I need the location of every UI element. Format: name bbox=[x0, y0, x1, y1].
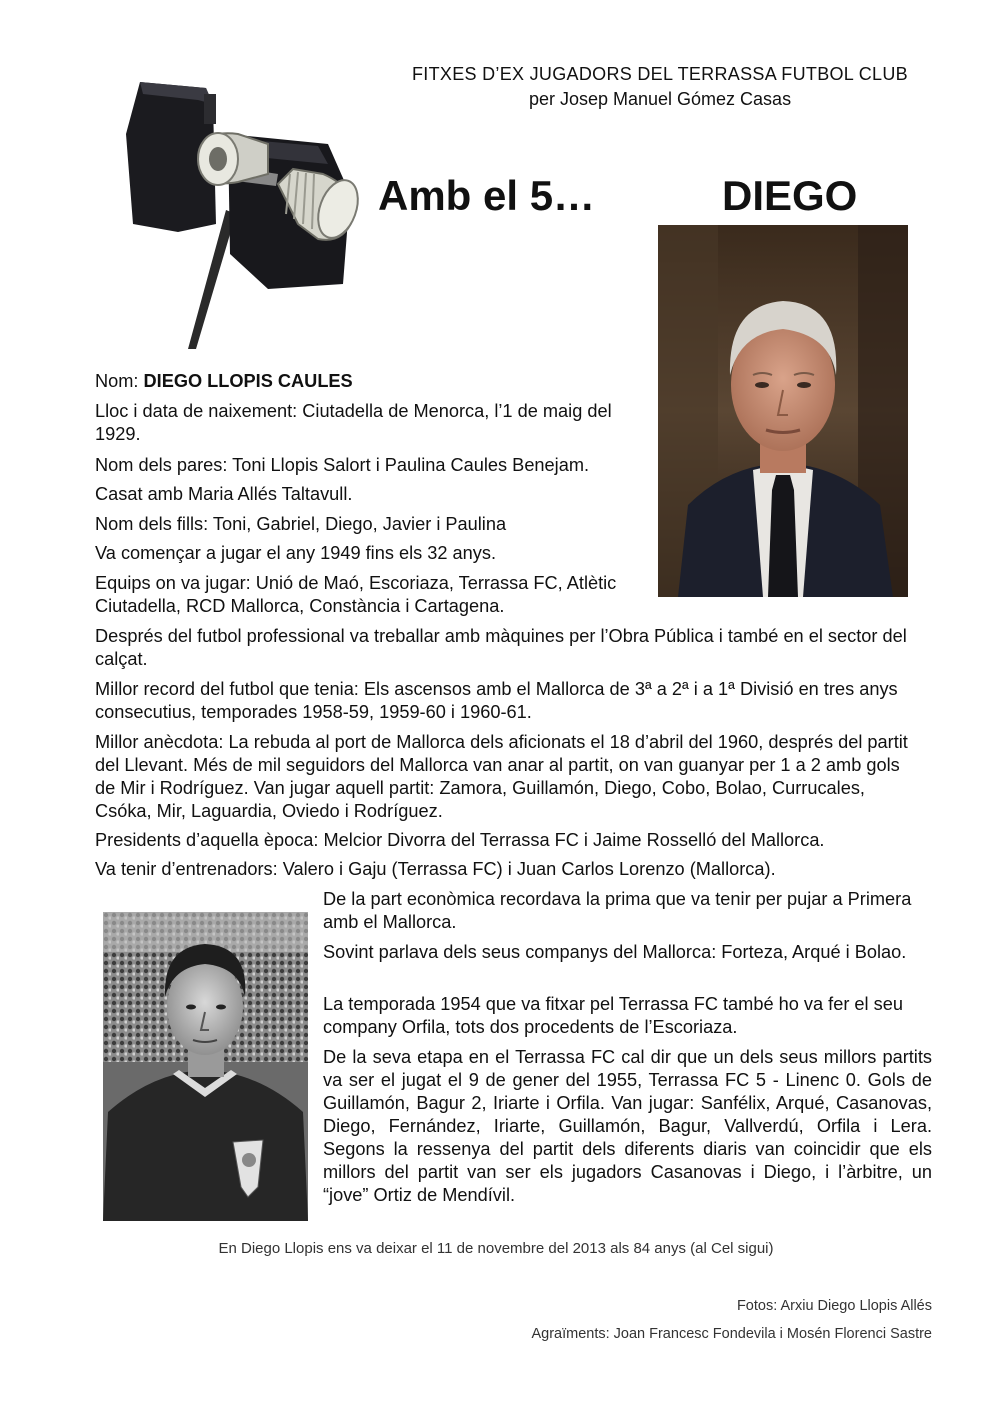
coaches-paragraph: Va tenir d’entrenadors: Valero i Gaju (Terrassa FC) i Juan Carlos Lorenzo (Mallorca). bbox=[95, 859, 776, 879]
children-info: Nom dels fills: Toni, Gabriel, Diego, Javier i Paulina bbox=[95, 514, 507, 534]
best-match-paragraph: De la seva etapa en el Terrassa FC cal dir que un dels seus millors partits va ser el jugat el 9 de gener del 1955, Terrassa FC 5 - Linenc 0. Gols de Guillamón, Bagur 2, Iriarte i Orfila. Van jugar: Sanfélix, Arqué, Casanovas, Diego, Fernández, Iriarte, Guillamón, Bagur, Vallverdú, Orfila i Lera. Segons la ressenya del partit dels diferents diaris van coincidir que els millors del partit van ser els jugadors Casanovas i Diego, i l’àrbitre, un “jove” Ortiz de Mendívil. bbox=[323, 1047, 932, 1205]
portrait-photo bbox=[658, 225, 908, 597]
heading-number: Amb el 5… bbox=[378, 172, 596, 219]
author-line: per Josep Manuel Gómez Casas bbox=[528, 89, 792, 109]
megaphone-icon bbox=[118, 74, 368, 349]
memorial-note: En Diego Llopis ens va deixar el 11 de novembre del 2013 als 84 anys (al Cel sigui) bbox=[218, 1240, 774, 1257]
profile-name bbox=[95, 370, 635, 393]
player-photo bbox=[103, 912, 308, 1221]
name-label: Nom: bbox=[95, 371, 144, 391]
series-title: FITXES D’EX JUGADORS DEL TERRASSA FUTBOL CLUB bbox=[412, 64, 908, 84]
bonus-paragraph: De la part econòmica recordava la prima que va tenir per pujar a Primera amb el Mallorca. bbox=[323, 889, 912, 932]
heading-player-name: DIEGO bbox=[722, 172, 858, 219]
name-value: DIEGO LLOPIS CAULES bbox=[143, 371, 353, 391]
teams-info: Equips on va jugar: Unió de Maó, Escoriaza, Terrassa FC, Atlètic Ciutadella, RCD Mallorca, Constància i Cartagena. bbox=[95, 573, 617, 616]
anecdote-paragraph: Millor anècdota: La rebuda al port de Mallorca dels aficionats el 18 d’abril del 1960, després del partit del Llevant. Més de mil seguidors del Mallorca van anar al partit, on van guanyar per 1 a 2 amb gols de Mir i Rodríguez. Van jugar aquell partit: Zamora, Guillamón, Diego, Cobo, Bolao, Currucales, Csóka, Mir, Laguardia, Oviedo i Rodríguez. bbox=[95, 732, 908, 821]
best-record-paragraph: Millor record del futbol que tenia: Els ascensos amb el Mallorca de 3ª a 2ª i a 1ª Divisió en tres anys consecutius, temporades 1958-59, 1959-60 i 1960-61. bbox=[95, 679, 898, 722]
after-football-paragraph: Després del futbol professional va treballar amb màquines per l’Obra Pública i també en el sector del calçat. bbox=[95, 626, 907, 669]
career-span: Va començar a jugar el any 1949 fins els 32 anys. bbox=[95, 543, 497, 563]
presidents-paragraph: Presidents d’aquella època: Melcior Divorra del Terrassa FC i Jaime Rosselló del Mallorca. bbox=[95, 830, 825, 850]
photos-credit: Fotos: Arxiu Diego Llopis Allés bbox=[736, 1298, 932, 1314]
season-1954-paragraph: La temporada 1954 que va fitxar pel Terrassa FC també ho va fer el seu company Orfila, tots dos procedents de l’Escoriaza. bbox=[323, 994, 903, 1037]
acknowledgements: Agraïments: Joan Francesc Fondevila i Mosén Florenci Sastre bbox=[531, 1326, 932, 1342]
spouse-info: Casat amb Maria Allés Taltavull. bbox=[95, 484, 353, 504]
parents-info: Nom dels pares: Toni Llopis Salort i Paulina Caules Benejam. bbox=[95, 455, 590, 475]
teammates-paragraph: Sovint parlava dels seus companys del Mallorca: Forteza, Arqué i Bolao. bbox=[323, 942, 907, 962]
birth-info: Lloc i data de naixement: Ciutadella de Menorca, l’1 de maig del 1929. bbox=[95, 401, 612, 444]
